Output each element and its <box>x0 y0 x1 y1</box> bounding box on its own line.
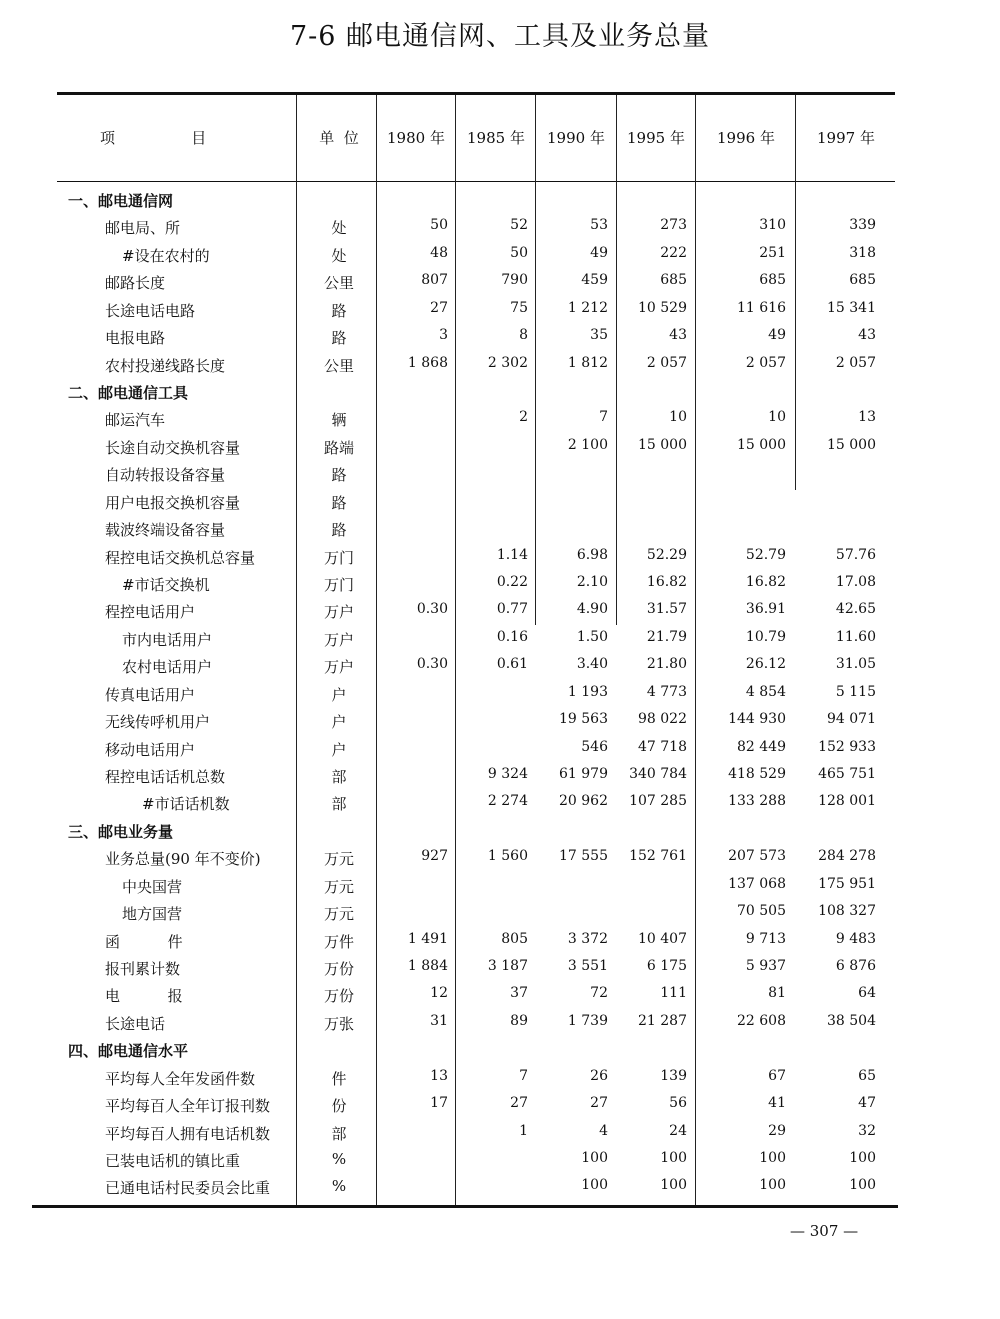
cell-value: 2.10 <box>576 574 608 591</box>
cell-value: 4 <box>599 1122 608 1139</box>
cell-value: 2 057 <box>745 354 786 371</box>
row-unit: 处 <box>331 219 347 238</box>
cell-value: 0.30 <box>416 656 448 673</box>
row-label: 报刊累计数 <box>105 960 181 979</box>
cell-value: 2 302 <box>487 354 528 371</box>
table-row <box>0 1123 1000 1150</box>
row-unit: 户 <box>331 740 347 759</box>
row-unit: 件 <box>331 1069 347 1088</box>
cell-value: 82 449 <box>737 738 786 755</box>
table-row <box>0 629 1000 656</box>
cell-value: 0.16 <box>496 628 528 645</box>
cell-value: 11.60 <box>835 628 876 645</box>
cell-value: 128 001 <box>818 793 876 810</box>
table-row <box>0 574 1000 601</box>
table-row <box>0 1013 1000 1040</box>
cell-value: 100 <box>849 1150 876 1167</box>
row-label: 市内电话用户 <box>122 630 213 649</box>
cell-value: 17 555 <box>559 848 608 865</box>
cell-value: 13 <box>430 1067 448 1084</box>
cell-value: 31.05 <box>835 656 876 673</box>
cell-value: 100 <box>660 1177 687 1194</box>
table-row <box>0 327 1000 354</box>
header-item: 项 目 <box>100 129 207 147</box>
cell-value: 805 <box>501 930 528 947</box>
row-label: 邮电局、所 <box>105 219 181 238</box>
cell-value: 251 <box>759 244 786 261</box>
cell-value: 29 <box>768 1122 786 1139</box>
row-label: 平均每人全年发函件数 <box>105 1069 256 1088</box>
cell-value: 32 <box>858 1122 876 1139</box>
cell-value: 53 <box>590 217 608 234</box>
row-label: 已装电话机的镇比重 <box>105 1152 241 1171</box>
cell-value: 5 115 <box>835 683 876 700</box>
row-label: 自动转报设备容量 <box>105 466 226 485</box>
cell-value: 26 <box>590 1067 608 1084</box>
cell-value: 459 <box>581 272 608 289</box>
cell-value: 2 057 <box>835 354 876 371</box>
cell-value: 927 <box>421 848 448 865</box>
row-label: 函 件 <box>105 932 183 951</box>
section-heading: 二、邮电通信工具 <box>68 384 189 402</box>
row-label: 中央国营 <box>122 877 183 896</box>
cell-value: 1 193 <box>567 683 608 700</box>
cell-value: 1.14 <box>496 546 528 563</box>
header-year-1980: 1980 年 <box>387 129 445 147</box>
cell-value: 50 <box>430 217 448 234</box>
cell-value: 43 <box>858 327 876 344</box>
cell-value: 1 812 <box>567 354 608 371</box>
cell-value: 111 <box>660 985 687 1002</box>
table-row <box>0 656 1000 683</box>
cell-value: 49 <box>768 327 786 344</box>
cell-value: 0.77 <box>496 601 528 618</box>
cell-value: 5 937 <box>745 958 786 975</box>
cell-value: 310 <box>759 217 786 234</box>
table-row <box>0 1040 1000 1067</box>
cell-value: 807 <box>421 272 448 289</box>
row-label: 业务总量(90 年不变价) <box>105 850 261 869</box>
cell-value: 1 884 <box>407 958 448 975</box>
row-unit: % <box>331 1150 347 1169</box>
cell-value: 12 <box>430 985 448 1002</box>
cell-value: 139 <box>660 1067 687 1084</box>
row-label: 无线传呼机用户 <box>105 713 211 732</box>
row-unit: 路端 <box>323 438 354 457</box>
cell-value: 98 022 <box>638 711 687 728</box>
row-unit: 万户 <box>323 603 354 622</box>
cell-value: 15 341 <box>827 299 876 316</box>
cell-value: 47 718 <box>638 738 687 755</box>
row-label: 农村投递线路长度 <box>105 356 226 375</box>
row-unit: 万户 <box>323 630 354 649</box>
cell-value: 1 491 <box>407 930 448 947</box>
cell-value: 273 <box>660 217 687 234</box>
cell-value: 2 057 <box>646 354 687 371</box>
cell-value: 38 504 <box>827 1012 876 1029</box>
cell-value: 20 962 <box>559 793 608 810</box>
table-row <box>0 684 1000 711</box>
cell-value: 3 372 <box>567 930 608 947</box>
row-label: 平均每百人拥有电话机数 <box>105 1124 271 1143</box>
cell-value: 10.79 <box>745 628 786 645</box>
table-row <box>0 217 1000 244</box>
cell-value: 9 324 <box>487 766 528 783</box>
row-label: 农村电话用户 <box>122 658 213 677</box>
row-unit: 部 <box>331 768 347 787</box>
cell-value: 89 <box>510 1012 528 1029</box>
table-row <box>0 958 1000 985</box>
table-bottom-rule <box>32 1205 898 1208</box>
page-title: 7-6 邮电通信网、工具及业务总量 <box>289 21 711 52</box>
cell-value: 465 751 <box>818 766 876 783</box>
row-unit: 万份 <box>323 960 354 979</box>
cell-value: 9 713 <box>745 930 786 947</box>
cell-value: 64 <box>858 985 876 1002</box>
table-row <box>0 793 1000 820</box>
row-unit: 份 <box>331 1097 347 1116</box>
cell-value: 75 <box>510 299 528 316</box>
row-unit: 万份 <box>323 987 354 1006</box>
table-row <box>0 601 1000 628</box>
cell-value: 1 560 <box>487 848 528 865</box>
table-row <box>0 492 1000 519</box>
cell-value: 24 <box>669 1122 687 1139</box>
table-row <box>0 437 1000 464</box>
cell-value: 31.57 <box>646 601 687 618</box>
header-unit: 单 位 <box>319 129 359 147</box>
row-unit: 万张 <box>323 1014 354 1033</box>
cell-value: 31 <box>430 1012 448 1029</box>
row-unit: 户 <box>331 713 347 732</box>
cell-value: 67 <box>768 1067 786 1084</box>
cell-value: 42.65 <box>835 601 876 618</box>
cell-value: 284 278 <box>818 848 876 865</box>
cell-value: 17 <box>430 1095 448 1112</box>
cell-value: 1 <box>519 1122 528 1139</box>
row-unit: 万户 <box>323 658 354 677</box>
table-row <box>0 547 1000 574</box>
cell-value: 4 773 <box>646 683 687 700</box>
cell-value: 318 <box>849 244 876 261</box>
row-unit: 万件 <box>323 932 354 951</box>
cell-value: 418 529 <box>728 766 786 783</box>
cell-value: 16.82 <box>745 574 786 591</box>
table-row <box>0 985 1000 1012</box>
cell-value: 15 000 <box>638 436 687 453</box>
cell-value: 152 761 <box>629 848 687 865</box>
cell-value: 27 <box>430 299 448 316</box>
cell-value: 6 175 <box>646 958 687 975</box>
cell-value: 4.90 <box>576 601 608 618</box>
cell-value: 175 951 <box>818 875 876 892</box>
row-unit: 万元 <box>323 850 354 869</box>
cell-value: 27 <box>590 1095 608 1112</box>
cell-value: 100 <box>849 1177 876 1194</box>
cell-value: 790 <box>501 272 528 289</box>
row-label: 程控电话话机总数 <box>105 768 226 787</box>
cell-value: 0.30 <box>416 601 448 618</box>
cell-value: 56 <box>669 1095 687 1112</box>
cell-value: 21 287 <box>638 1012 687 1029</box>
table-row <box>0 711 1000 738</box>
cell-value: 100 <box>581 1150 608 1167</box>
cell-value: 3.40 <box>576 656 608 673</box>
cell-value: 222 <box>660 244 687 261</box>
cell-value: 11 616 <box>737 299 786 316</box>
cell-value: 339 <box>849 217 876 234</box>
cell-value: 21.79 <box>646 628 687 645</box>
row-label: 载波终端设备容量 <box>105 521 226 540</box>
table-row <box>0 848 1000 875</box>
cell-value: 2 100 <box>567 436 608 453</box>
header-year-1995: 1995 年 <box>627 129 685 147</box>
cell-value: 52 <box>510 217 528 234</box>
table-row <box>0 382 1000 409</box>
row-label: 长途自动交换机容量 <box>105 438 241 457</box>
cell-value: 0.22 <box>496 574 528 591</box>
row-unit: 万门 <box>323 576 354 595</box>
row-label: 用户电报交换机容量 <box>105 493 241 512</box>
table-row <box>0 355 1000 382</box>
row-unit: % <box>331 1177 347 1196</box>
row-label: 电报电路 <box>105 329 166 348</box>
cell-value: 6.98 <box>576 546 608 563</box>
cell-value: 546 <box>581 738 608 755</box>
row-label: 邮路长度 <box>105 274 166 293</box>
cell-value: 1 739 <box>567 1012 608 1029</box>
header-year-1997: 1997 年 <box>817 129 875 147</box>
table-top-rule <box>57 92 895 95</box>
cell-value: 48 <box>430 244 448 261</box>
cell-value: 57.76 <box>835 546 876 563</box>
row-label: 长途电话 <box>105 1014 166 1033</box>
cell-value: 7 <box>599 409 608 426</box>
row-unit: 万元 <box>323 905 354 924</box>
table-row <box>0 1068 1000 1095</box>
row-unit: 处 <box>331 246 347 265</box>
row-unit: 万元 <box>323 877 354 896</box>
row-unit: 路 <box>331 466 347 485</box>
table-row <box>0 903 1000 930</box>
cell-value: 49 <box>590 244 608 261</box>
section-heading: 三、邮电业务量 <box>68 822 174 841</box>
table-row <box>0 1177 1000 1204</box>
table-row <box>0 245 1000 272</box>
row-label: #市话话机数 <box>142 795 230 814</box>
cell-value: 43 <box>669 327 687 344</box>
cell-value: 16.82 <box>646 574 687 591</box>
cell-value: 6 876 <box>835 958 876 975</box>
row-unit: 路 <box>331 493 347 512</box>
row-unit: 辆 <box>331 411 347 430</box>
cell-value: 36.91 <box>745 601 786 618</box>
header-year-1996: 1996 年 <box>717 129 775 147</box>
cell-value: 685 <box>759 272 786 289</box>
row-label: 传真电话用户 <box>105 685 196 704</box>
cell-value: 37 <box>510 985 528 1002</box>
cell-value: 8 <box>519 327 528 344</box>
cell-value: 70 505 <box>737 903 786 920</box>
table-row <box>0 931 1000 958</box>
cell-value: 2 <box>519 409 528 426</box>
cell-value: 10 529 <box>638 299 687 316</box>
cell-value: 100 <box>581 1177 608 1194</box>
cell-value: 52.79 <box>745 546 786 563</box>
cell-value: 47 <box>858 1095 876 1112</box>
table-row <box>0 409 1000 436</box>
page-number: — 307 — <box>790 1222 859 1240</box>
cell-value: 21.80 <box>646 656 687 673</box>
cell-value: 10 <box>669 409 687 426</box>
table-row <box>0 464 1000 491</box>
cell-value: 41 <box>768 1095 786 1112</box>
section-heading: 四、邮电通信水平 <box>68 1042 189 1061</box>
cell-value: 17.08 <box>835 574 876 591</box>
row-unit: 公里 <box>323 356 354 375</box>
table-row <box>0 876 1000 903</box>
header-bottom-rule <box>57 181 895 182</box>
cell-value: 152 933 <box>818 738 876 755</box>
cell-value: 1.50 <box>576 628 608 645</box>
row-unit: 户 <box>331 685 347 704</box>
row-unit: 路 <box>331 301 347 320</box>
cell-value: 35 <box>590 327 608 344</box>
cell-value: 72 <box>590 985 608 1002</box>
table-row <box>0 739 1000 766</box>
row-label: 邮运汽车 <box>105 411 166 430</box>
row-label: 地方国营 <box>122 905 183 924</box>
cell-value: 340 784 <box>629 766 687 783</box>
cell-value: 0.61 <box>496 656 528 673</box>
table-row <box>0 272 1000 299</box>
cell-value: 61 979 <box>559 766 608 783</box>
cell-value: 1 868 <box>407 354 448 371</box>
cell-value: 137 068 <box>728 875 786 892</box>
cell-value: 4 854 <box>745 683 786 700</box>
cell-value: 107 285 <box>629 793 687 810</box>
cell-value: 9 483 <box>835 930 876 947</box>
cell-value: 10 407 <box>638 930 687 947</box>
table-row <box>0 1095 1000 1122</box>
cell-value: 100 <box>759 1150 786 1167</box>
table-row <box>0 1150 1000 1177</box>
row-label: 已通电话村民委员会比重 <box>105 1179 271 1198</box>
cell-value: 50 <box>510 244 528 261</box>
row-unit: 路 <box>331 329 347 348</box>
row-unit: 万门 <box>323 548 354 567</box>
header-year-1990: 1990 年 <box>547 129 605 147</box>
cell-value: 3 187 <box>487 958 528 975</box>
cell-value: 144 930 <box>728 711 786 728</box>
row-unit: 部 <box>331 1124 347 1143</box>
table-row <box>0 300 1000 327</box>
cell-value: 108 327 <box>818 903 876 920</box>
table-row <box>0 519 1000 546</box>
cell-value: 65 <box>858 1067 876 1084</box>
table-row <box>0 190 1000 217</box>
cell-value: 94 071 <box>827 711 876 728</box>
cell-value: 15 000 <box>737 436 786 453</box>
cell-value: 3 551 <box>567 958 608 975</box>
row-unit: 部 <box>331 795 347 814</box>
cell-value: 2 274 <box>487 793 528 810</box>
row-label: 程控电话交换机总容量 <box>105 548 256 567</box>
header-year-1985: 1985 年 <box>467 129 525 147</box>
row-label: #设在农村的 <box>122 246 210 265</box>
row-label: 长途电话电路 <box>105 301 196 320</box>
cell-value: 685 <box>849 272 876 289</box>
row-unit: 路 <box>331 521 347 540</box>
cell-value: 19 563 <box>559 711 608 728</box>
section-heading: 一、邮电通信网 <box>68 192 174 210</box>
table-row <box>0 821 1000 848</box>
cell-value: 100 <box>660 1150 687 1167</box>
cell-value: 26.12 <box>745 656 786 673</box>
cell-value: 27 <box>510 1095 528 1112</box>
row-label: 电 报 <box>105 987 183 1006</box>
cell-value: 1 212 <box>567 299 608 316</box>
cell-value: 100 <box>759 1177 786 1194</box>
cell-value: 685 <box>660 272 687 289</box>
cell-value: 7 <box>519 1067 528 1084</box>
cell-value: 81 <box>768 985 786 1002</box>
cell-value: 207 573 <box>728 848 786 865</box>
cell-value: 52.29 <box>646 546 687 563</box>
row-label: 移动电话用户 <box>105 740 196 759</box>
cell-value: 133 288 <box>728 793 786 810</box>
cell-value: 3 <box>439 327 448 344</box>
cell-value: 10 <box>768 409 786 426</box>
row-label: 程控电话用户 <box>105 603 196 622</box>
row-label: #市话交换机 <box>122 576 210 595</box>
cell-value: 15 000 <box>827 436 876 453</box>
cell-value: 22 608 <box>737 1012 786 1029</box>
row-label: 平均每百人全年订报刊数 <box>105 1097 271 1116</box>
table-row <box>0 766 1000 793</box>
cell-value: 13 <box>858 409 876 426</box>
row-unit: 公里 <box>323 274 354 293</box>
